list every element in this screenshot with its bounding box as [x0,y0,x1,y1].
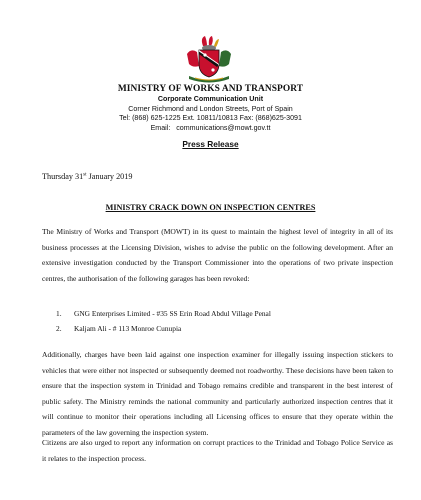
paragraph-citizens: Citizens are also urged to report any information on corrupt practices to the Trinidad and Tobago Police Service as it relates to the inspection process. [42,438,393,463]
date-rest: January 2019 [86,172,133,181]
phone-fax: Tel: (868) 625-1225 Ext. 10811/10813 Fax: (868)625-3091 [119,114,302,123]
coat-of-arms-icon [183,36,235,84]
address: Corner Richmond and London Streets, Port of Spain [128,104,293,113]
email-label: Email: [150,124,171,133]
ministry-name: MINISTRY OF WORKS AND TRANSPORT [117,84,304,94]
email-address: communications@mowt.gov.tt [176,124,271,133]
date-suffix: st [83,172,87,178]
date-day: Thursday 31 [42,172,84,181]
revoked-garages-list [56,306,271,336]
headline: MINISTRY CRACK DOWN ON INSPECTION CENTRES [105,203,316,212]
release-date [42,172,132,181]
list-text: Kaljam Ali - # 113 Monroe Cunupia [74,324,182,333]
email-line [0,124,421,134]
list-number: 2. [56,324,62,333]
list-item [56,321,271,336]
press-release-heading: Press Release [182,139,239,149]
list-text: GNG Enterprises Limited - #35 SS Erin Road Abdul Village Penal [74,309,271,318]
letterhead [0,84,421,134]
list-number: 1. [56,309,62,318]
list-item [56,306,271,321]
paragraph-intro: The Ministry of Works and Transport (MOWT) in its quest to maintain the highest level of integrity in all of its business processes at the Licensing Division, wishes to advise the public on the following development. After an extensive investigation conducted by the Transport Commissioner into the operations of two private inspection centres, the authorisation of the following garages has been revoked: [42,227,393,283]
unit-name: Corporate Communication Unit [157,95,264,103]
paragraph-charges: Additionally, charges have been laid against one inspection examiner for illegally issuing inspection stickers to vehicles that were either not inspected or subsequently deemed not roadworthy. These decisions have been taken to ensure that the inspection system in Trinidad and Tobago remains credible and transparent in the best interest of public safety. The Ministry reminds the national community and particularly authorized inspection centres that it will continue to monitor their operations including all Licensing offices to ensure that they operate within the parameters of the law governing the inspection system. [42,350,393,437]
